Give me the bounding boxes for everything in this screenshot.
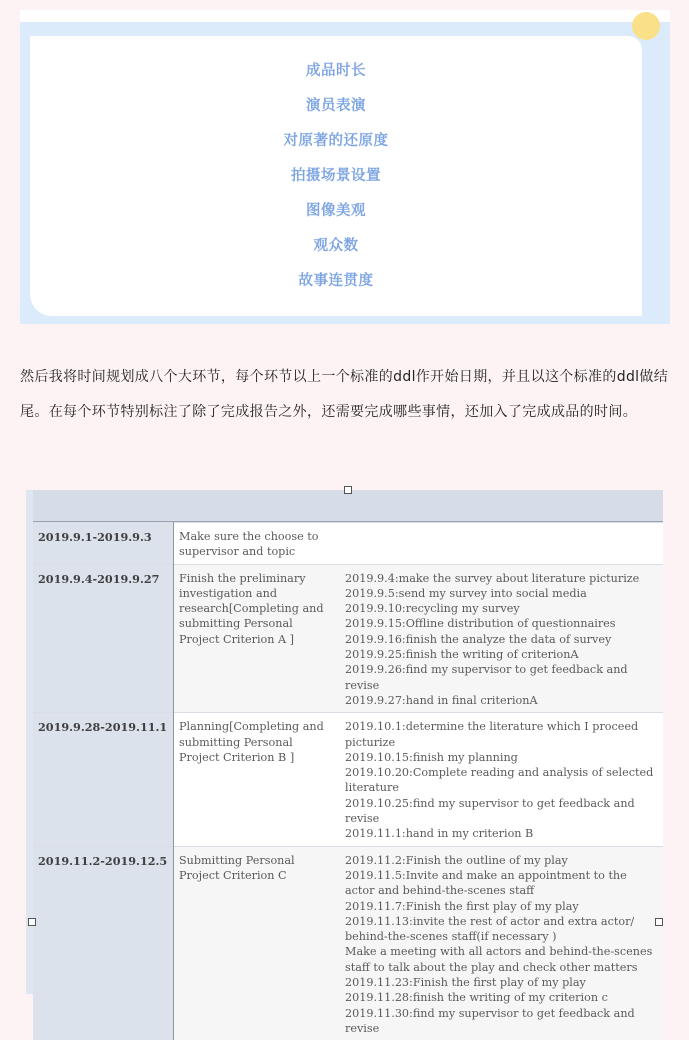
schedule-detail-line: 2019.9.5:send my survey into social media: [345, 586, 587, 600]
schedule-period: 2019.9.1-2019.9.3: [33, 523, 174, 565]
body-paragraph: 然后我将时间规划成八个大环节，每个环节以上一个标准的ddl作开始日期，并且以这个标准的ddl做结尾。在每个环节特别标注了除了完成报告之外，还需要完成哪些事情，还加入了完成成品的时间。: [20, 369, 669, 420]
schedule-detail-line: 2019.9.10:recycling my survey: [345, 602, 520, 616]
schedule-detail-line: 2019.10.20:Complete reading and analysis of selected literature: [345, 766, 654, 795]
criteria-item: 演员表演: [306, 98, 366, 114]
schedule-detail-line: 2019.11.7:Finish the first play of my play: [345, 899, 579, 913]
criteria-item: 拍摄场景设置: [291, 168, 381, 184]
schedule-row: [33, 523, 663, 565]
schedule-detail-line: 2019.11.28:finish the writing of my criterion c: [345, 991, 608, 1005]
schedule-details: [337, 713, 663, 846]
schedule-detail-line: Make a meeting with all actors and behind-the-scenes staff to talk about the play and check other matters: [345, 945, 653, 974]
schedule-detail-line: 2019.11.13:invite the rest of actor and extra actor/ behind-the-scenes staff(if necessary ): [345, 914, 635, 944]
schedule-detail-line: 2019.9.15:Offline distribution of questionnaires: [345, 617, 616, 631]
schedule-details: [337, 564, 663, 713]
criteria-item: 故事连贯度: [298, 273, 374, 289]
schedule-detail-line: 2019.9.27:hand in final criterionA: [345, 693, 538, 707]
schedule-details: [337, 846, 663, 1040]
schedule-detail-line: 2019.11.23:Finish the first play of my play: [345, 976, 586, 990]
schedule-task: Planning[Completing and submitting Personal Project Criterion B ]: [174, 713, 338, 846]
schedule-task: Make sure the choose to supervisor and topic: [174, 523, 338, 565]
schedule-detail-line: 2019.11.1:hand in my criterion B: [345, 827, 534, 841]
schedule-image[interactable]: [26, 490, 663, 1035]
schedule-table: [33, 522, 663, 1040]
criteria-item: 图像美观: [306, 203, 366, 219]
schedule-row: [33, 713, 663, 846]
criteria-item: 观众数: [313, 238, 359, 254]
schedule-header-bar: [33, 490, 663, 522]
criteria-card: [20, 10, 670, 324]
schedule-detail-line: 2019.9.16:finish the analyze the data of survey: [345, 632, 612, 646]
schedule-detail-line: 2019.10.15:finish my planning: [345, 750, 518, 764]
schedule-task: Finish the preliminary investigation and research[Completing and submitting Personal Project Criterion A ]: [174, 564, 338, 713]
image-resize-handle[interactable]: [344, 486, 352, 494]
schedule-period: 2019.11.2-2019.12.5: [33, 846, 174, 1040]
schedule-detail-line: 2019.11.5:Invite and make an appointment to the actor and behind-the-scenes staff: [345, 868, 627, 898]
schedule-detail-line: 2019.11.30:find my supervisor to get feedback and revise: [345, 1006, 635, 1035]
schedule-row: [33, 846, 663, 1040]
image-resize-handle[interactable]: [28, 918, 36, 926]
criteria-item: 对原著的还原度: [283, 133, 389, 149]
schedule-details: [337, 523, 663, 565]
image-resize-handle[interactable]: [655, 918, 663, 926]
schedule-detail-line: 2019.10.1:determine the literature which I proceed picturize: [345, 720, 639, 749]
decorative-dot: [632, 12, 660, 40]
schedule-detail-line: 2019.9.25:finish the writing of criterionA: [345, 648, 579, 662]
criteria-item: 成品时长: [306, 63, 366, 79]
schedule-detail-line: 2019.9.4:make the survey about literature picturize: [345, 571, 640, 585]
schedule-detail-line: 2019.11.2:Finish the outline of my play: [345, 853, 568, 867]
schedule-row: [33, 564, 663, 713]
schedule-detail-line: 2019.9.26:find my supervisor to get feedback and revise: [345, 663, 628, 692]
schedule-task: Submitting Personal Project Criterion C: [174, 846, 338, 1040]
schedule-detail-line: 2019.10.25:find my supervisor to get feedback and revise: [345, 796, 635, 826]
schedule-period: 2019.9.4-2019.9.27: [33, 564, 174, 713]
criteria-list: [30, 54, 642, 299]
schedule-period: 2019.9.28-2019.11.1: [33, 713, 174, 846]
